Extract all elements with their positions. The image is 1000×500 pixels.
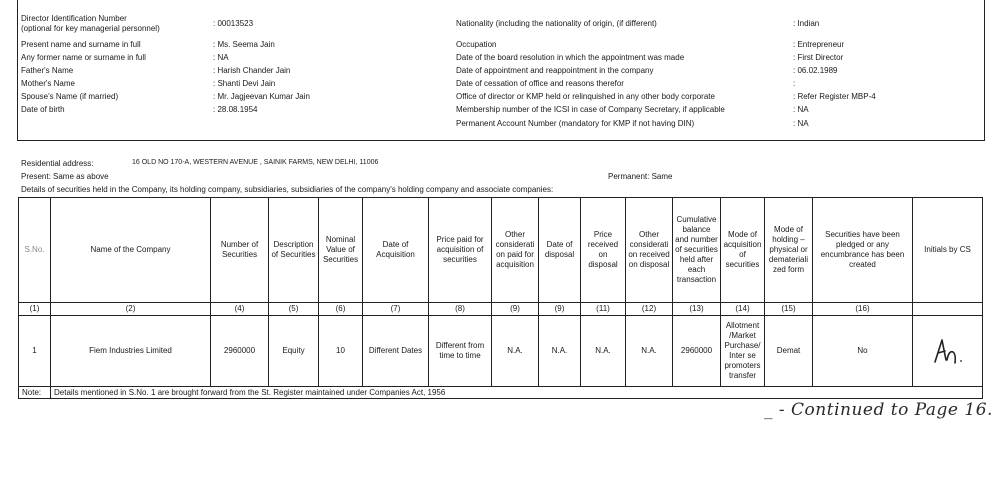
- note-text: Details mentioned in S.No. 1 are brought forward from the St. Register maintained under Companies Act, 1956: [51, 387, 983, 399]
- cessation-label: Date of cessation of office and reasons therefor: [456, 79, 624, 88]
- table-cell: Allotment /Market Purchase/ Inter se promoters transfer: [721, 316, 765, 387]
- column-number: (2): [51, 303, 211, 316]
- residential-address-value: 16 OLD NO 170-A, WESTERN AVENUE , SAINIK FARMS, NEW DELHI, 11006: [132, 159, 379, 166]
- column-number: (12): [626, 303, 673, 316]
- table-cell: N.A.: [492, 316, 539, 387]
- handwritten-initials-icon: [931, 336, 965, 366]
- initials-signature-cell: [913, 316, 983, 387]
- present-address: Present: Same as above: [21, 172, 109, 181]
- header-cell: Cumulative balance and number of securities held after each transaction: [673, 198, 721, 303]
- note-row: [19, 387, 983, 399]
- board-resolution-value: : First Director: [793, 53, 844, 62]
- present-name-value: : Ms. Seema Jain: [213, 40, 275, 49]
- board-resolution-label: Date of the board resolution in which the appointment was made: [456, 53, 685, 62]
- column-number: (15): [765, 303, 813, 316]
- header-cell: Description of Securities: [269, 198, 319, 303]
- other-office-label: Office of director or KMP held or relinquished in any other body corporate: [456, 92, 715, 101]
- present-name-label: Present name and surname in full: [21, 40, 141, 49]
- din-value: : 00013523: [213, 19, 254, 28]
- din-label: Director Identification Number (optional for key managerial personnel): [21, 14, 160, 33]
- father-name-label: Father's Name: [21, 66, 74, 75]
- handwritten-continuation-note: _ - Continued to Page 16.: [764, 400, 993, 420]
- table-cell: 1: [19, 316, 51, 387]
- table-cell: Demat: [765, 316, 813, 387]
- table-cell: Different from time to time: [429, 316, 492, 387]
- occupation-label: Occupation: [456, 40, 497, 49]
- nationality-label: Nationality (including the nationality of origin, (if different): [456, 19, 657, 28]
- header-cell: Initials by CS: [913, 198, 983, 303]
- header-cell: Other considerati on received on disposal: [626, 198, 673, 303]
- table-cell: N.A.: [581, 316, 626, 387]
- table-cell: N.A.: [539, 316, 581, 387]
- table-cell: N.A.: [626, 316, 673, 387]
- column-number: (9): [539, 303, 581, 316]
- header-cell: Number of Securities: [211, 198, 269, 303]
- header-cell: Price paid for acquisition of securities: [429, 198, 492, 303]
- header-cell: S.No.: [19, 198, 51, 303]
- mother-name-value: : Shanti Devi Jain: [213, 79, 276, 88]
- header-cell: Nominal Value of Securities: [319, 198, 363, 303]
- appointment-date-label: Date of appointment and reappointment in the company: [456, 66, 654, 75]
- details-heading: Details of securities held in the Company, its holding company, subsidiaries, subsidiaries of the company's holding company and associate companies:: [21, 185, 554, 194]
- father-name-value: : Harish Chander Jain: [213, 66, 291, 75]
- table-cell: Fiem Industries Limited: [51, 316, 211, 387]
- column-number: [913, 303, 983, 316]
- note-label: Note:: [19, 387, 51, 399]
- former-name-label: Any former name or surname in full: [21, 53, 146, 62]
- header-row: [19, 198, 983, 303]
- header-cell: Date of Acquisition: [363, 198, 429, 303]
- appointment-date-value: : 06.02.1989: [793, 66, 838, 75]
- column-number: (4): [211, 303, 269, 316]
- pan-value: : NA: [793, 119, 809, 128]
- column-number: (16): [813, 303, 913, 316]
- column-number: (9): [492, 303, 539, 316]
- spouse-name-label: Spouse's Name (if married): [21, 92, 119, 101]
- table-cell: 10: [319, 316, 363, 387]
- header-cell: Securities have been pledged or any encumbrance has been created: [813, 198, 913, 303]
- column-number: (5): [269, 303, 319, 316]
- cessation-value: :: [793, 79, 796, 88]
- header-cell: Price received on disposal: [581, 198, 626, 303]
- former-name-value: : NA: [213, 53, 229, 62]
- header-cell: Mode of holding – physical or demateriali zed form: [765, 198, 813, 303]
- column-number: (7): [363, 303, 429, 316]
- pan-label: Permanent Account Number (mandatory for KMP if not having DIN): [456, 119, 695, 128]
- column-number: (6): [319, 303, 363, 316]
- column-number: (8): [429, 303, 492, 316]
- header-cell: Name of the Company: [51, 198, 211, 303]
- header-cell: Mode of acquisition of securities: [721, 198, 765, 303]
- table-cell: 2960000: [211, 316, 269, 387]
- column-number: (1): [19, 303, 51, 316]
- nationality-value: : Indian: [793, 19, 820, 28]
- column-number: (14): [721, 303, 765, 316]
- column-number-row: [19, 303, 983, 316]
- icsi-membership-label: Membership number of the ICSI in case of Company Secretary, if applicable: [456, 105, 725, 114]
- icsi-membership-value: : NA: [793, 105, 809, 114]
- table-row: [19, 316, 983, 387]
- table-cell: Different Dates: [363, 316, 429, 387]
- table-cell: Equity: [269, 316, 319, 387]
- dob-value: : 28.08.1954: [213, 105, 258, 114]
- table-cell: No: [813, 316, 913, 387]
- securities-table: [18, 197, 983, 399]
- permanent-address: Permanent: Same: [608, 172, 673, 181]
- column-number: (13): [673, 303, 721, 316]
- spouse-name-value: : Mr. Jagjeevan Kumar Jain: [213, 92, 310, 101]
- other-office-value: : Refer Register MBP-4: [793, 92, 876, 101]
- mother-name-label: Mother's Name: [21, 79, 75, 88]
- column-number: (11): [581, 303, 626, 316]
- dob-label: Date of birth: [21, 105, 65, 114]
- header-cell: Date of disposal: [539, 198, 581, 303]
- table-cell: 2960000: [673, 316, 721, 387]
- occupation-value: : Entrepreneur: [793, 40, 845, 49]
- residential-address-label: Residential address:: [21, 159, 94, 168]
- header-cell: Other considerati on paid for acquisition: [492, 198, 539, 303]
